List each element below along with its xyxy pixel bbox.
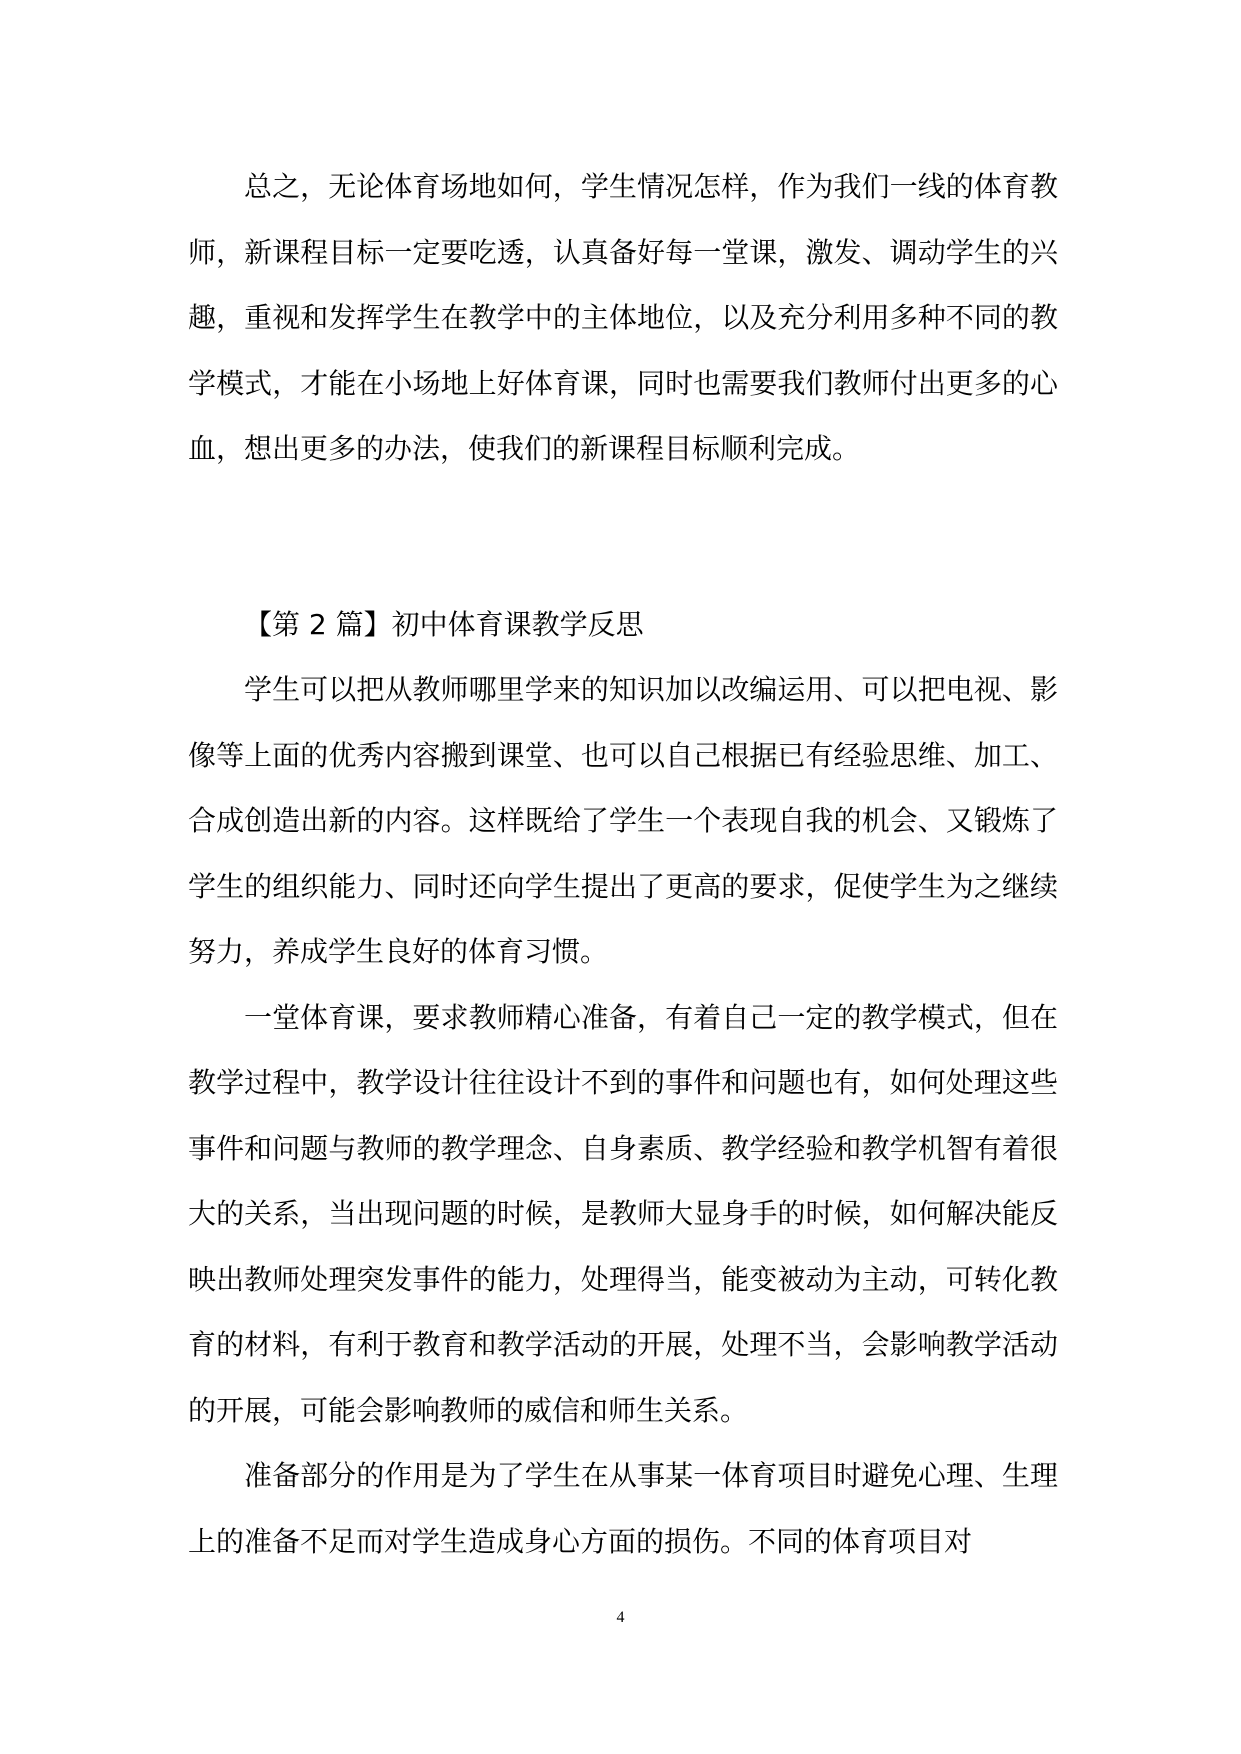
page-number: 4	[616, 1609, 625, 1626]
paragraph-conclusion: 总之，无论体育场地如何，学生情况怎样，作为我们一线的体育教师，新课程目标一定要吃透，认真备好每一堂课，激发、调动学生的兴趣，重视和发挥学生在教学中的主体地位，以及充分利用多种不同的教学模式，才能在小场地上好体育课，同时也需要我们教师付出更多的心血，想出更多的办法，使我们的新课程目标顺利完成。	[188, 170, 1058, 465]
paragraph-2: 一堂体育课，要求教师精心准备，有着自己一定的教学模式，但在教学过程中，教学设计往往设计不到的事件和问题也有，如何处理这些事件和问题与教师的教学理念、自身素质、教学经验和教学机智有着很大的关系，当出现问题的时候，是教师大显身手的时候，如何解决能反映出教师处理突发事件的能力，处理得当，能变被动为主动，可转化教育的材料，有利于教育和教学活动的开展，处理不当，会影响教学活动的开展，可能会影响教师的威信和师生关系。	[188, 1000, 1058, 1427]
page-content	[188, 154, 1058, 1574]
paragraph-1: 学生可以把从教师哪里学来的知识加以改编运用、可以把电视、影像等上面的优秀内容搬到课堂、也可以自己根据已有经验思维、加工、合成创造出新的内容。这样既给了学生一个表现自我的机会、又锻炼了学生的组织能力、同时还向学生提出了更高的要求，促使学生为之继续努力，养成学生良好的体育习惯。	[188, 673, 1058, 968]
section-heading: 【第 2 篇】初中体育课教学反思	[244, 607, 644, 641]
paragraph-3: 准备部分的作用是为了学生在从事某一体育项目时避免心理、生理上的准备不足而对学生造成身心方面的损伤。不同的体育项目对	[188, 1459, 1058, 1558]
